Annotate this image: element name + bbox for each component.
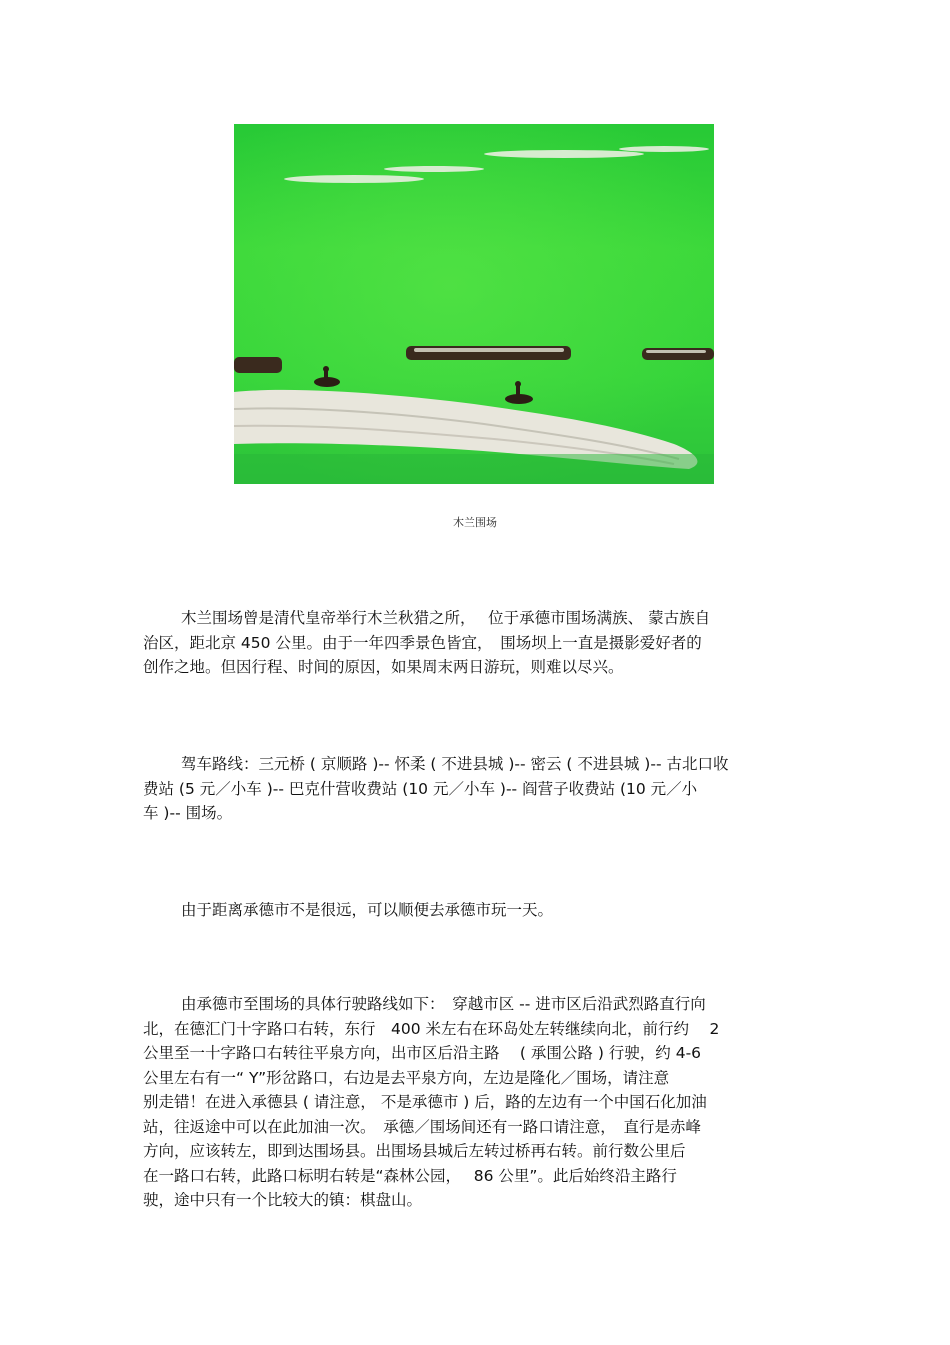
text-line: 方向，应该转左，即到达围场县。出围场县城后左转过桥再右转。前行数公里后 [143,1142,686,1160]
text-line: 北，在德汇门十字路口右转，东行 400 米左右在环岛处左转继续向北，前行约 2 [143,1019,720,1038]
photo-caption: 木兰围场 [453,516,497,529]
text-line: 费站 (5 元／小车 )-- 巴克什营收费站 (10 元／小车 )-- 阎营子收费站 (10 元／小 [143,779,698,798]
paragraph-detailed-route [143,992,808,1213]
text-line: 公里左右有一“ Y”形岔路口，右边是去平泉方向，左边是隆化／围场，请注意 [143,1068,670,1087]
text-line: 驾车路线：三元桥 ( 京顺路 )-- 怀柔 ( 不进县城 )-- 密云 ( 不进县城 )-- 古北口收 [181,755,729,773]
text-line: 创作之地。但因行程、时间的原因，如果周末两日游玩，则难以尽兴。 [143,658,624,676]
paragraph-driving-route [143,752,808,826]
text-line: 站，往返途中可以在此加油一次。 承德／围场间还有一路口请注意， 直行是赤峰 [143,1117,702,1136]
text-line: 车 )-- 围场。 [143,804,233,822]
text-line: 木兰围场曾是清代皇帝举行木兰秋猎之所， 位于承德市围场满族、 蒙古族自 [181,609,711,627]
text-line: 公里至一十字路口右转往平泉方向，出市区后沿主路 ( 承围公路 ) 行驶，约 4-6 [143,1044,702,1062]
paragraph-chengde-visit [143,898,808,923]
paragraph-intro [143,606,808,680]
text-line: 在一路口右转，此路口标明右转是“森林公园， 86 公里”。此后始终沿主路行 [143,1166,677,1185]
grassland-photo [234,124,714,484]
text-line: 驶，途中只有一个比较大的镇：棋盘山。 [143,1191,423,1209]
grassland-with-sheep-icon [234,124,714,484]
text-line: 治区，距北京 450 公里。由于一年四季景色皆宜， 围场坝上一直是摄影爱好者的 [143,633,702,652]
text-line: 由于距离承德市不是很远，可以顺便去承德市玩一天。 [181,901,554,919]
text-line: 由承德市至围场的具体行驶路线如下： 穿越市区 -- 进市区后沿武烈路直行向 [181,995,706,1013]
text-line: 别走错！在进入承德县 ( 请注意， 不是承德市 ) 后，路的左边有一个中国石化加油 [143,1093,707,1111]
